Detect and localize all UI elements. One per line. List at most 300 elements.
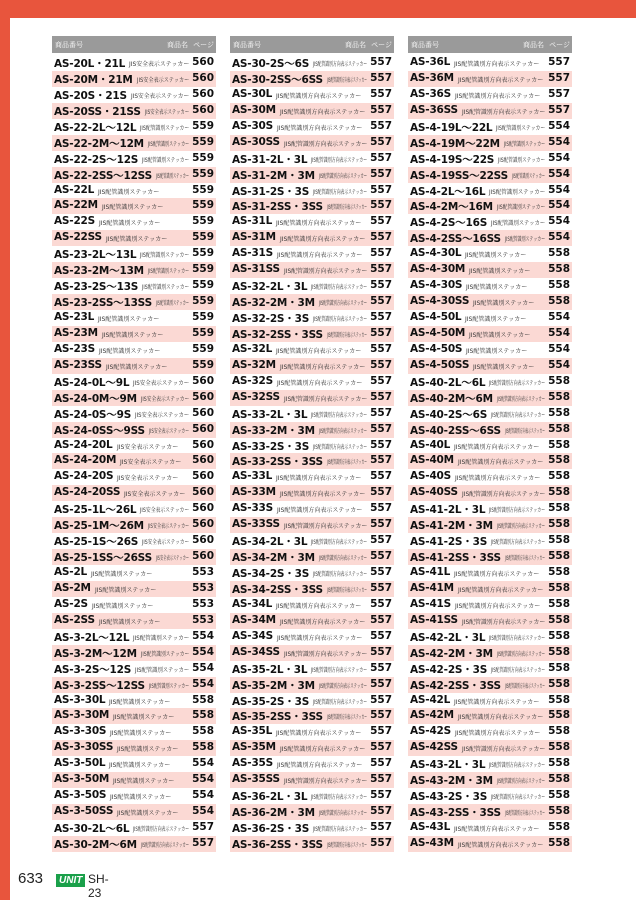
product-name: JIS配管識別方向表示ステッカー <box>491 411 546 419</box>
page-reference: 558 <box>548 295 570 308</box>
product-name: JIS配管識別方向表示ステッカー <box>276 730 362 738</box>
index-row <box>408 135 572 151</box>
product-name: JIS配管識別ステッカー <box>99 618 161 626</box>
page-reference: 558 <box>548 693 570 706</box>
page-reference: 559 <box>192 342 214 355</box>
product-name: JIS配管識別ステッカー <box>106 236 168 244</box>
page-reference: 554 <box>192 789 214 802</box>
product-name: JIS安全表示ステッカー <box>129 61 190 68</box>
index-row <box>408 230 572 246</box>
index-row <box>408 294 572 310</box>
product-code: AS-2M <box>54 581 91 594</box>
product-name: JIS配管識別ステッカー <box>466 284 528 292</box>
product-code: AS-42-2SS・3SS <box>410 679 501 692</box>
product-code: AS-33SS <box>232 518 280 531</box>
product-code: AS-35-2SS・3SS <box>232 711 323 724</box>
product-code: AS-42S <box>410 725 452 738</box>
product-code: AS-2SS <box>54 613 95 626</box>
index-row <box>52 453 216 469</box>
product-name: JIS配管識別方向表示ステッカー <box>454 826 540 833</box>
index-row <box>408 374 572 390</box>
index-row <box>230 406 394 422</box>
index-row <box>408 597 572 613</box>
page-reference: 559 <box>192 279 214 292</box>
header-code-label: 商品番号 <box>55 41 83 49</box>
product-code: AS-3-2M～12M <box>54 647 137 660</box>
page-reference: 558 <box>548 821 570 833</box>
page-reference: 559 <box>192 231 214 244</box>
product-code: AS-40SS <box>410 486 458 499</box>
page-reference: 558 <box>548 454 570 467</box>
page-reference: 558 <box>548 406 570 419</box>
index-row <box>408 804 572 820</box>
product-name: JIS配管識別ステッカー <box>465 252 527 260</box>
product-code: AS-23-2M～13M <box>54 265 144 278</box>
index-row <box>230 71 394 87</box>
page-reference: 558 <box>548 438 570 451</box>
page-reference: 557 <box>370 581 392 594</box>
page-reference: 559 <box>192 358 214 371</box>
product-name: JIS配管識別ステッカー <box>99 347 161 355</box>
index-row <box>230 661 394 677</box>
product-code: AS-31-2M・3M <box>232 169 315 182</box>
product-name: JIS配管識別方向表示ステッカー <box>277 124 363 132</box>
product-name: JIS配管識別方向表示ステッカー <box>311 411 368 419</box>
product-name: JIS配管識別方向表示ステッカー <box>458 714 544 722</box>
product-code: AS-42M <box>410 709 454 722</box>
product-code: AS-24-0L～9L <box>54 376 130 389</box>
page-reference: 557 <box>370 661 392 674</box>
product-name: JIS配管識別方向表示ステッカー <box>458 76 544 84</box>
index-row <box>408 453 572 469</box>
index-row <box>230 756 394 772</box>
product-code: AS-33-2SS・3SS <box>232 456 323 469</box>
product-code: AS-4-30M <box>410 263 466 276</box>
page-reference: 557 <box>370 597 392 610</box>
product-name: JIS配管識別方向表示ステッカー <box>313 571 368 578</box>
index-row <box>408 724 572 740</box>
product-name: JIS配管識別方向表示ステッカー <box>327 714 368 722</box>
column-header <box>230 36 394 53</box>
index-row <box>408 198 572 214</box>
product-name: JIS配管識別方向表示ステッカー <box>277 634 363 642</box>
page-reference: 557 <box>370 311 392 323</box>
product-code: AS-4-2M～16M <box>410 201 493 214</box>
index-row <box>408 549 572 565</box>
product-code: AS-32-2SS・3SS <box>232 328 323 341</box>
product-name: JIS配管識別方向表示ステッカー <box>311 666 368 674</box>
index-rows <box>408 55 572 852</box>
index-row <box>408 103 572 119</box>
page-reference: 553 <box>192 581 214 594</box>
product-name: JIS配管識別方向表示ステッカー <box>505 555 546 563</box>
page-reference: 557 <box>370 390 392 403</box>
product-code: AS-36-2M・3M <box>232 807 315 820</box>
product-name: JIS配管識別方向表示ステッカー <box>327 331 368 339</box>
index-row <box>408 820 572 836</box>
product-name: JIS配管識別方向表示ステッカー <box>277 379 363 387</box>
index-row <box>52 693 216 709</box>
product-code: AS-32M <box>232 358 276 371</box>
index-row <box>52 517 216 533</box>
index-row <box>52 230 216 246</box>
product-name: JIS配管識別ステッカー <box>142 284 190 292</box>
page-reference: 557 <box>192 836 214 849</box>
product-name: JIS配管識別方向表示ステッカー <box>313 443 368 451</box>
product-name: JIS配管識別方向表示ステッカー <box>491 666 546 674</box>
page-reference: 554 <box>192 677 214 690</box>
product-code: AS-33S <box>232 502 274 515</box>
product-name: JIS配管識別方向表示ステッカー <box>489 762 546 770</box>
page-reference: 559 <box>192 326 214 339</box>
page-reference: 557 <box>370 550 392 563</box>
product-code: AS-31-2L・3L <box>232 153 308 166</box>
product-code: AS-34-2M・3M <box>232 552 315 565</box>
page-reference: 554 <box>192 661 214 674</box>
index-row <box>230 613 394 629</box>
index-row <box>408 246 572 262</box>
page-reference: 559 <box>192 119 214 132</box>
index-column-2 <box>230 36 394 852</box>
page-reference: 557 <box>370 215 392 228</box>
product-code: AS-31M <box>232 231 276 244</box>
product-code: AS-41-2S・3S <box>410 536 488 549</box>
index-row <box>52 772 216 788</box>
index-row <box>52 708 216 724</box>
product-name: JIS配管識別ステッカー <box>91 571 153 578</box>
page-reference: 557 <box>370 757 392 770</box>
page-reference: 557 <box>370 103 392 116</box>
page-reference: 558 <box>192 725 214 738</box>
page-reference: 557 <box>370 167 392 180</box>
product-code: AS-32-2M・3M <box>232 297 315 310</box>
page-reference: 558 <box>548 645 570 658</box>
product-code: AS-36SS <box>410 103 458 116</box>
page-reference: 560 <box>192 454 214 467</box>
product-code: AS-40S <box>410 470 452 483</box>
page-reference: 558 <box>548 534 570 547</box>
product-code: AS-4-30L <box>410 247 462 260</box>
index-row <box>408 708 572 724</box>
index-row <box>408 756 572 772</box>
page-reference: 560 <box>192 470 214 483</box>
page-reference: 558 <box>548 390 570 403</box>
index-row <box>230 469 394 485</box>
index-row <box>52 485 216 501</box>
product-code: AS-31S <box>232 247 274 260</box>
header-code-label: 商品番号 <box>411 41 439 49</box>
index-row <box>408 836 572 852</box>
index-row <box>52 422 216 438</box>
product-code: AS-31-2SS・3SS <box>232 201 323 214</box>
page-reference: 557 <box>370 135 392 148</box>
page-reference: 553 <box>192 566 214 578</box>
product-name: JIS配管識別ステッカー <box>149 682 190 690</box>
page-reference: 557 <box>370 183 392 196</box>
product-code: AS-34S <box>232 629 274 642</box>
product-code: AS-23L <box>54 311 95 323</box>
page-reference: 558 <box>548 789 570 802</box>
page-reference: 557 <box>370 422 392 435</box>
product-name: JIS配管識別ステッカー <box>504 140 546 148</box>
index-row <box>230 246 394 262</box>
page-reference: 559 <box>192 199 214 212</box>
product-code: AS-4-50S <box>410 342 463 355</box>
product-name: JIS配管識別方向表示ステッカー <box>280 746 366 754</box>
index-row <box>408 772 572 788</box>
product-name: JIS配管識別方向表示ステッカー <box>319 427 368 435</box>
index-row <box>230 167 394 183</box>
page-reference: 554 <box>548 199 570 212</box>
product-code: AS-22-2L～12L <box>54 121 137 134</box>
header-page-label: ページ <box>549 41 570 49</box>
product-code: AS-36S <box>410 87 452 100</box>
page-reference: 554 <box>548 231 570 244</box>
index-row <box>52 135 216 151</box>
product-name: JIS配管識別方向表示ステッカー <box>311 284 368 292</box>
product-code: AS-20S・21S <box>54 89 127 102</box>
page-reference: 558 <box>548 725 570 738</box>
index-row <box>52 613 216 629</box>
index-rows <box>230 55 394 852</box>
product-name: JIS配管識別ステッカー <box>102 204 164 212</box>
index-row <box>230 262 394 278</box>
index-row <box>52 246 216 262</box>
product-name: JIS配管識別ステッカー <box>117 746 179 754</box>
product-name: JIS配管識別方向表示ステッカー <box>313 61 368 68</box>
page-reference: 553 <box>192 597 214 610</box>
product-name: JIS配管識別方向表示ステッカー <box>491 539 546 547</box>
product-name: JIS配管識別ステッカー <box>109 698 171 706</box>
product-name: JIS安全表示ステッカー <box>135 411 190 419</box>
section-code: SH-23 <box>88 872 109 900</box>
product-name: JIS配管識別ステッカー <box>98 316 160 323</box>
product-code: AS-43-2M・3M <box>410 775 493 788</box>
index-row <box>230 740 394 756</box>
index-row <box>230 151 394 167</box>
page-reference: 557 <box>370 358 392 371</box>
index-row <box>52 501 216 517</box>
header-name-label: 商品名 <box>523 41 544 49</box>
product-name: JIS配管識別ステッカー <box>98 188 160 196</box>
product-name: JIS配管識別方向表示ステッカー <box>311 539 368 547</box>
product-code: AS-43-2SS・3SS <box>410 807 501 820</box>
product-code: AS-30M <box>232 103 276 116</box>
product-code: AS-24-20L <box>54 438 113 451</box>
index-row <box>52 262 216 278</box>
page-reference: 558 <box>192 741 214 754</box>
product-code: AS-35-2S・3S <box>232 695 310 708</box>
product-name: JIS配管識別方向表示ステッカー <box>276 92 362 100</box>
left-accent-bar <box>0 0 10 900</box>
index-row <box>408 358 572 374</box>
product-code: AS-34-2L・3L <box>232 536 308 549</box>
product-name: JIS配管識別方向表示ステッカー <box>327 459 368 467</box>
product-name: JIS配管識別ステッカー <box>135 666 190 674</box>
index-row <box>230 597 394 613</box>
page-reference: 558 <box>548 773 570 786</box>
product-code: AS-32-2S・3S <box>232 313 310 325</box>
index-row <box>230 485 394 501</box>
header-page-label: ページ <box>371 41 392 49</box>
page-reference: 554 <box>548 151 570 164</box>
index-row <box>408 438 572 454</box>
page-reference: 557 <box>192 821 214 833</box>
page-reference: 557 <box>370 725 392 738</box>
product-name: JIS配管識別ステッカー <box>473 300 535 308</box>
index-row <box>230 549 394 565</box>
page-reference: 558 <box>548 597 570 610</box>
index-row <box>52 55 216 71</box>
product-name: JIS配管識別方向表示ステッカー <box>455 92 541 100</box>
column-header <box>52 36 216 53</box>
index-row <box>52 820 216 836</box>
product-name: JIS安全表示ステッカー <box>156 555 190 563</box>
page-reference: 560 <box>192 534 214 547</box>
page-reference: 559 <box>192 295 214 308</box>
product-name: JIS配管識別方向表示ステッカー <box>319 172 368 180</box>
product-code: AS-43-2L・3L <box>410 759 486 772</box>
index-row <box>408 214 572 230</box>
product-name: JIS配管識別ステッカー <box>466 347 528 355</box>
page-reference: 558 <box>548 422 570 435</box>
product-name: JIS配管識別方向表示ステッカー <box>284 523 368 531</box>
page-reference: 557 <box>370 629 392 642</box>
index-row <box>52 390 216 406</box>
index-row <box>408 167 572 183</box>
index-row <box>230 342 394 358</box>
product-code: AS-23SS <box>54 358 102 371</box>
page-reference: 558 <box>548 613 570 626</box>
product-name: JIS配管識別ステッカー <box>496 124 546 132</box>
index-row <box>408 677 572 693</box>
index-row <box>408 390 572 406</box>
page-reference: 557 <box>370 71 392 84</box>
index-row <box>408 119 572 135</box>
page-reference: 557 <box>370 231 392 244</box>
product-code: AS-4-2L～16L <box>410 185 486 198</box>
page-reference: 557 <box>370 199 392 212</box>
page-reference: 557 <box>370 741 392 754</box>
index-row <box>52 565 216 581</box>
index-row <box>52 724 216 740</box>
index-row <box>230 310 394 326</box>
product-name: JIS配管識別方向表示ステッカー <box>284 140 368 148</box>
product-name: JIS配管識別ステッカー <box>110 730 172 738</box>
index-row <box>230 230 394 246</box>
page-reference: 558 <box>548 629 570 642</box>
index-row <box>52 119 216 135</box>
header-code-label: 商品番号 <box>233 41 261 49</box>
product-name: JIS配管識別ステッカー <box>109 762 171 770</box>
product-code: AS-40L <box>410 438 451 451</box>
product-code: AS-2S <box>54 597 88 610</box>
index-row <box>230 581 394 597</box>
product-code: AS-30-2L～6L <box>54 823 130 835</box>
page-reference: 557 <box>370 709 392 722</box>
header-name-label: 商品名 <box>345 41 366 49</box>
product-name: JIS配管識別方向表示ステッカー <box>284 395 368 403</box>
product-code: AS-33-2M・3M <box>232 424 315 437</box>
page-reference: 559 <box>192 183 214 196</box>
product-name: JIS配管識別ステッカー <box>473 363 535 371</box>
page-reference: 557 <box>548 56 570 68</box>
product-name: JIS配管識別方向表示ステッカー <box>455 602 541 610</box>
product-code: AS-35S <box>232 757 274 770</box>
product-code: AS-33L <box>232 470 273 483</box>
product-code: AS-3-50SS <box>54 805 114 818</box>
product-code: AS-3-30L <box>54 693 106 706</box>
index-row <box>52 151 216 167</box>
page-reference: 559 <box>192 247 214 260</box>
product-code: AS-36-2L・3L <box>232 791 308 804</box>
product-code: AS-22M <box>54 199 98 212</box>
product-code: AS-22S <box>54 215 96 228</box>
product-name: JIS配管識別方向表示ステッカー <box>276 602 362 610</box>
product-code: AS-4-19L～22L <box>410 121 493 134</box>
product-name: JIS安全表示ステッカー <box>131 92 190 100</box>
product-name: JIS配管識別ステッカー <box>498 156 546 164</box>
product-code: AS-24-20M <box>54 454 117 467</box>
page-reference: 558 <box>548 486 570 499</box>
product-name: JIS配管識別ステッカー <box>505 236 546 244</box>
product-code: AS-36-2S・3S <box>232 823 310 835</box>
product-code: AS-23S <box>54 342 96 355</box>
product-name: JIS配管識別方向表示ステッカー <box>276 220 362 228</box>
index-rows <box>52 55 216 852</box>
page-reference: 559 <box>192 151 214 164</box>
page-reference: 557 <box>370 470 392 483</box>
page-reference: 557 <box>370 566 392 578</box>
page-reference: 560 <box>192 374 214 387</box>
product-name: JIS配管識別方向表示ステッカー <box>313 826 368 833</box>
index-row <box>230 501 394 517</box>
product-code: AS-36M <box>410 71 454 84</box>
page-reference: 554 <box>548 342 570 355</box>
product-code: AS-24-0M～9M <box>54 392 137 405</box>
page-reference: 557 <box>370 805 392 818</box>
product-name: JIS配管識別方向表示ステッカー <box>311 794 368 802</box>
product-code: AS-22SS <box>54 231 102 244</box>
index-row <box>52 278 216 294</box>
product-code: AS-34-2S・3S <box>232 568 310 580</box>
page-reference: 558 <box>548 709 570 722</box>
index-row <box>230 183 394 199</box>
page-reference: 560 <box>192 438 214 451</box>
page-reference: 559 <box>192 263 214 276</box>
product-code: AS-25-1S～26S <box>54 536 139 549</box>
page-reference: 557 <box>370 56 392 68</box>
product-code: AS-4-30S <box>410 279 463 292</box>
product-code: AS-20L・21L <box>54 58 126 70</box>
product-name: JIS安全表示ステッカー <box>141 395 190 403</box>
product-code: AS-22-2S～12S <box>54 153 139 166</box>
index-row <box>52 629 216 645</box>
product-code: AS-23-2SS～13SS <box>54 297 152 310</box>
index-row <box>230 87 394 103</box>
product-code: AS-4-19M～22M <box>410 137 500 150</box>
index-row <box>52 549 216 565</box>
product-name: JIS配管識別方向表示ステッカー <box>280 363 366 371</box>
product-code: AS-3-2S～12S <box>54 663 132 676</box>
product-code: AS-32S <box>232 374 274 387</box>
product-code: AS-4-19S～22S <box>410 153 495 166</box>
index-row <box>230 55 394 71</box>
product-name: JIS配管識別方向表示ステッカー <box>280 491 366 499</box>
product-name: JIS配管識別ステッカー <box>156 300 190 308</box>
product-code: AS-4-50L <box>410 311 462 323</box>
page-reference: 557 <box>370 151 392 164</box>
